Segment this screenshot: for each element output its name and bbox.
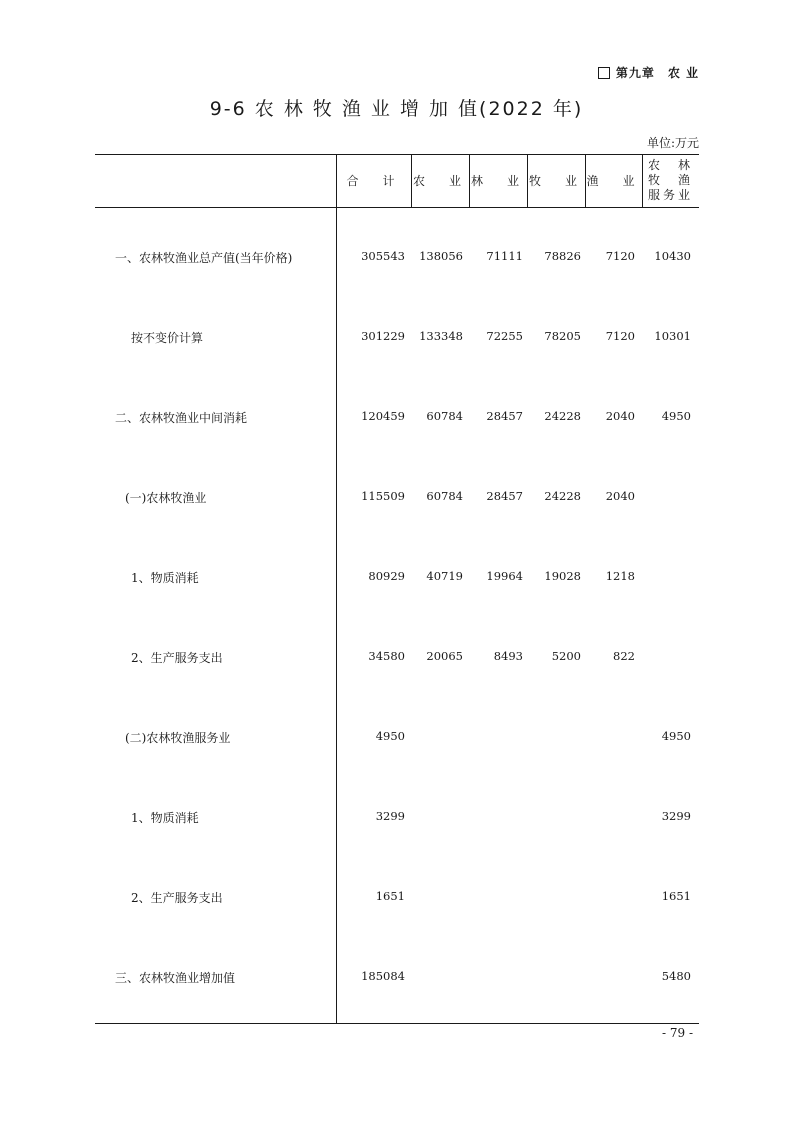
square-icon xyxy=(598,67,610,79)
cell-value: 305543 xyxy=(361,249,405,263)
cell-value: 133348 xyxy=(419,329,463,343)
chapter-label: 第九章 农 业 xyxy=(615,66,699,80)
cell-value: 138056 xyxy=(419,249,463,263)
cell-value: 301229 xyxy=(361,329,405,343)
table-row xyxy=(95,889,699,909)
table-bottom-rule xyxy=(95,1023,699,1024)
table-row xyxy=(95,249,699,269)
column-header: 牧 业 xyxy=(528,174,583,188)
cell-value: 24228 xyxy=(544,489,581,503)
cell-value: 7120 xyxy=(605,249,635,263)
row-label: 三、农林牧渔业增加值 xyxy=(115,971,236,985)
cell-value: 115509 xyxy=(361,489,405,503)
cell-value: 5200 xyxy=(551,649,581,663)
cell-value: 60784 xyxy=(426,409,463,423)
cell-value: 185084 xyxy=(361,969,405,983)
cell-value: 24228 xyxy=(544,409,581,423)
page-number: - 79 - xyxy=(661,1026,693,1040)
table-row xyxy=(95,729,699,749)
cell-value: 5480 xyxy=(661,969,691,983)
table-row xyxy=(95,329,699,349)
cell-value: 60784 xyxy=(426,489,463,503)
row-label: (二)农林牧渔服务业 xyxy=(125,731,231,745)
cell-value: 2040 xyxy=(605,489,635,503)
table-row xyxy=(95,809,699,829)
column-header: 渔 业 xyxy=(586,174,641,188)
row-label: 二、农林牧渔业中间消耗 xyxy=(115,411,248,425)
table-row xyxy=(95,489,699,509)
cell-value: 10430 xyxy=(654,249,691,263)
row-label: 一、农林牧渔业总产值(当年价格) xyxy=(115,251,293,265)
row-label: (一)农林牧渔业 xyxy=(125,491,207,505)
table-row xyxy=(95,969,699,989)
cell-value: 8493 xyxy=(493,649,523,663)
cell-value: 1651 xyxy=(375,889,405,903)
chapter-header xyxy=(598,64,699,81)
row-label: 2、生产服务支出 xyxy=(131,891,223,905)
cell-value: 20065 xyxy=(426,649,463,663)
table-row xyxy=(95,569,699,589)
cell-value: 4950 xyxy=(661,729,691,743)
column-header-line: 牧 渔 xyxy=(647,173,693,187)
column-header xyxy=(642,154,699,207)
column-header: 合 计 xyxy=(346,174,401,188)
row-label: 2、生产服务支出 xyxy=(131,651,223,665)
data-table xyxy=(95,154,699,1024)
cell-value: 3299 xyxy=(661,809,691,823)
cell-value: 71111 xyxy=(486,249,523,263)
column-header-line: 农 林 xyxy=(647,158,693,172)
column-header: 林 业 xyxy=(470,174,525,188)
page-title: 9-6 农 林 牧 渔 业 增 加 值(2022 年) xyxy=(209,98,584,120)
cell-value: 34580 xyxy=(368,649,405,663)
row-label: 1、物质消耗 xyxy=(131,571,199,585)
cell-value: 1218 xyxy=(605,569,635,583)
cell-value: 19964 xyxy=(486,569,523,583)
column-header-line: 服务业 xyxy=(647,188,693,202)
cell-value: 28457 xyxy=(486,489,523,503)
cell-value: 4950 xyxy=(375,729,405,743)
unit-label: 单位:万元 xyxy=(646,136,699,150)
cell-value: 72255 xyxy=(486,329,523,343)
cell-value: 78826 xyxy=(544,249,581,263)
cell-value: 4950 xyxy=(661,409,691,423)
cell-value: 1651 xyxy=(661,889,691,903)
table-row xyxy=(95,649,699,669)
cell-value: 40719 xyxy=(426,569,463,583)
cell-value: 822 xyxy=(613,649,635,663)
cell-value: 19028 xyxy=(544,569,581,583)
table-row xyxy=(95,409,699,429)
cell-value: 10301 xyxy=(654,329,691,343)
row-label: 按不变价计算 xyxy=(131,331,204,345)
cell-value: 2040 xyxy=(605,409,635,423)
cell-value: 78205 xyxy=(544,329,581,343)
column-header: 农 业 xyxy=(412,174,467,188)
cell-value: 3299 xyxy=(375,809,405,823)
cell-value: 80929 xyxy=(368,569,405,583)
cell-value: 28457 xyxy=(486,409,523,423)
table-header-rule xyxy=(95,207,699,208)
row-label: 1、物质消耗 xyxy=(131,811,199,825)
cell-value: 120459 xyxy=(361,409,405,423)
cell-value: 7120 xyxy=(605,329,635,343)
